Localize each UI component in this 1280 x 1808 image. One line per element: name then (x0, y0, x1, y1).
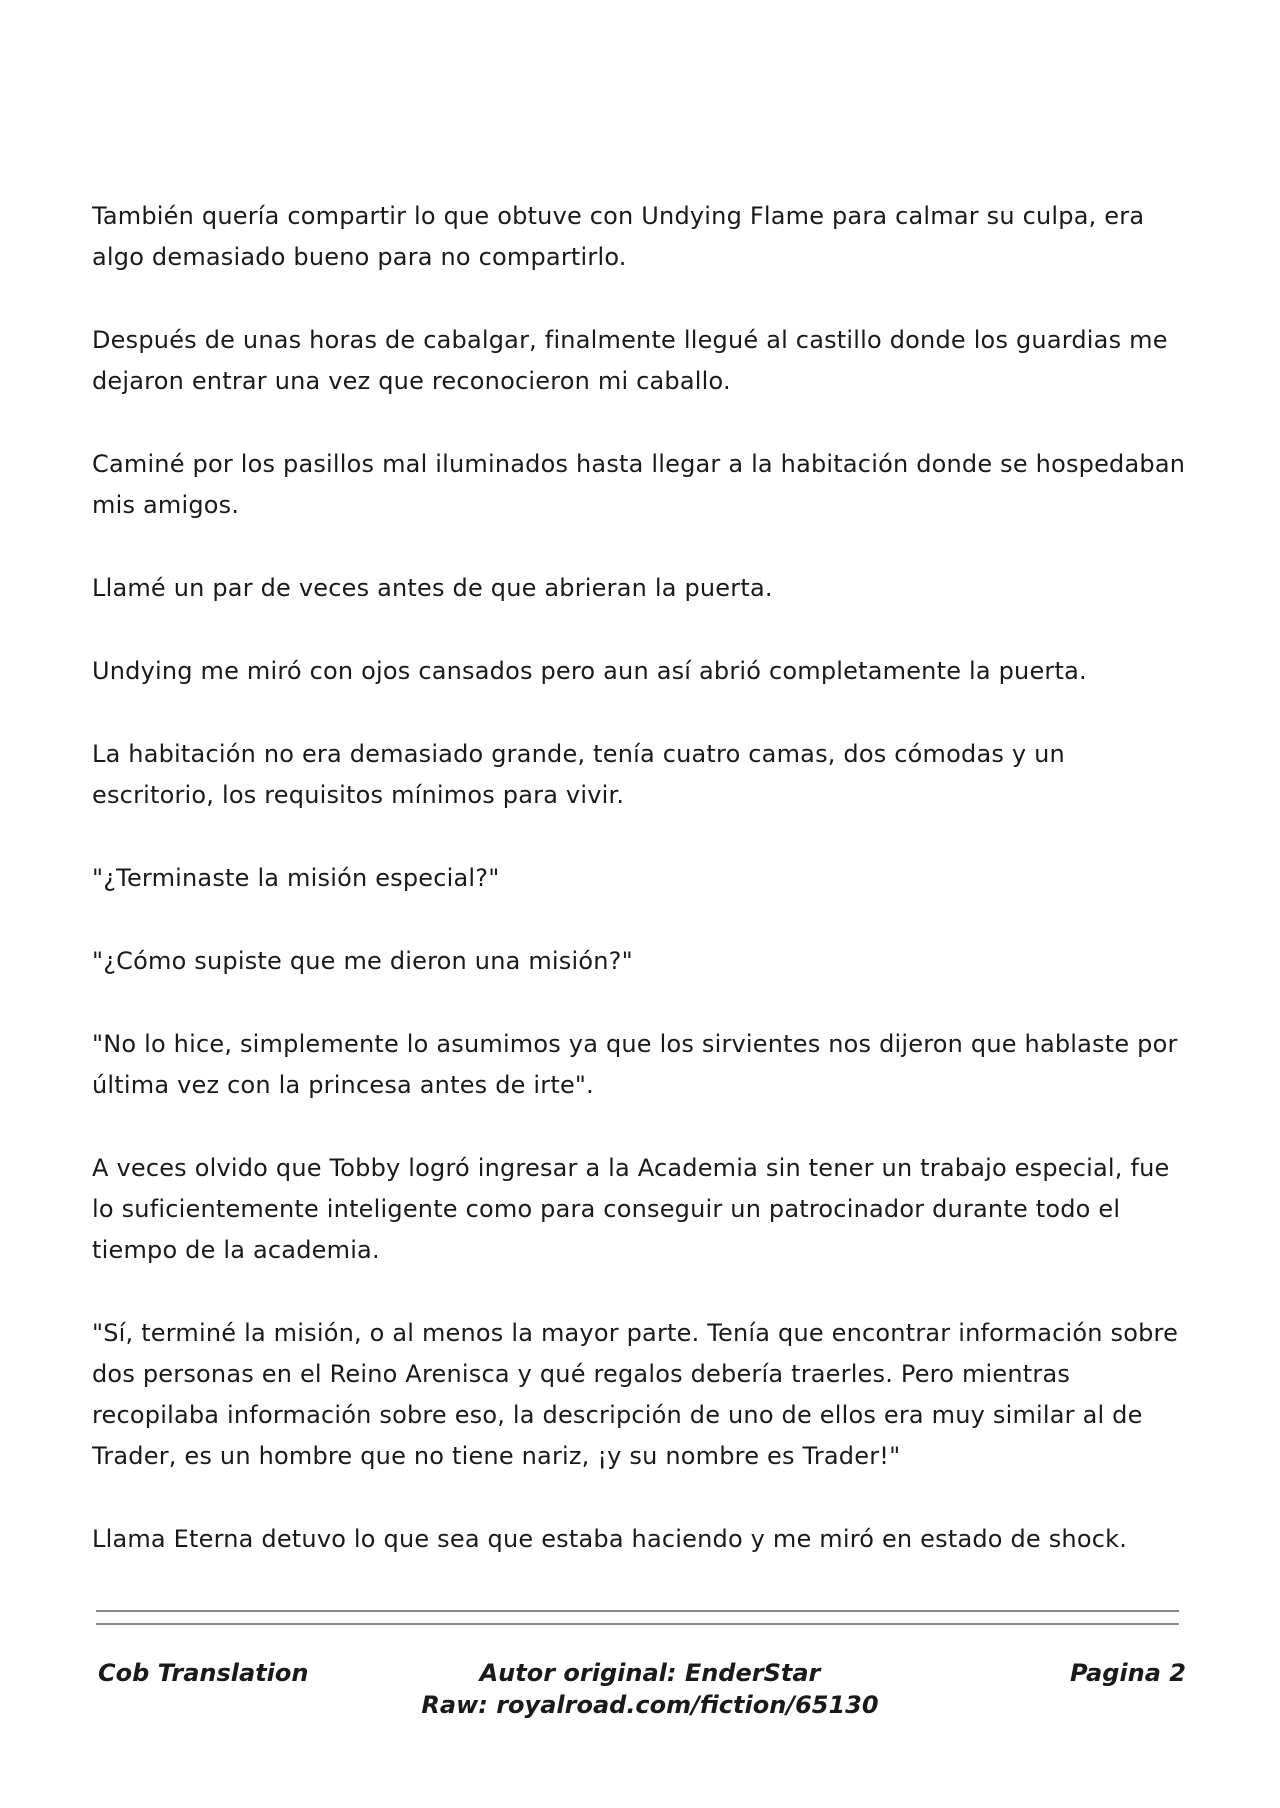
footer-translator: Cob Translation (98, 1659, 309, 1687)
paragraph: También quería compartir lo que obtuve con Undying Flame para calmar su culpa, era algo demasiado bueno para no compartirlo. (92, 202, 1145, 271)
footer-divider-top (96, 1610, 1179, 1612)
paragraph: "¿Terminaste la misión especial?" (92, 864, 500, 892)
paragraph: Undying me miró con ojos cansados pero aun así abrió completamente la puerta. (92, 657, 1087, 685)
paragraph: "No lo hice, simplemente lo asumimos ya que los sirvientes nos dijeron que hablaste por última vez con la princesa antes de irte". (92, 1030, 1178, 1099)
paragraph: Después de unas horas de cabalgar, finalmente llegué al castillo donde los guardias me dejaron entrar una vez que reconocieron mi caballo. (92, 326, 1168, 395)
paragraph: Caminé por los pasillos mal iluminados hasta llegar a la habitación donde se hospedaban mis amigos. (92, 450, 1186, 519)
body-text (92, 196, 1192, 1602)
paragraph: Llamé un par de veces antes de que abrieran la puerta. (92, 574, 773, 602)
paragraph: Llama Eterna detuvo lo que sea que estaba haciendo y me miró en estado de shock. (92, 1525, 1128, 1553)
paragraph: "¿Cómo supiste que me dieron una misión?" (92, 947, 633, 975)
footer-raw-source: Raw: royalroad.com/fiction/65130 (421, 1691, 879, 1719)
footer-divider-bottom (96, 1623, 1179, 1625)
paragraph: La habitación no era demasiado grande, tenía cuatro camas, dos cómodas y un escritorio, los requisitos mínimos para vivir. (92, 740, 1065, 809)
paragraph: A veces olvido que Tobby logró ingresar a la Academia sin tener un trabajo especial, fue lo suficientemente inteligente como para conseguir un patrocinador durante todo el tiempo de la academia. (92, 1154, 1170, 1264)
footer-credits (380, 1657, 920, 1721)
footer-author: Autor original: EnderStar (479, 1659, 821, 1687)
paragraph: "Sí, terminé la misión, o al menos la mayor parte. Tenía que encontrar información sobre dos personas en el Reino Arenisca y qué regalos debería traerles. Pero mientras recopilaba información sobre eso, la descripción de uno de ellos era muy similar al de Trader, es un hombre que no tiene nariz, ¡y su nombre es Trader!" (92, 1319, 1179, 1470)
footer-page-number: Pagina 2 (1070, 1659, 1186, 1687)
